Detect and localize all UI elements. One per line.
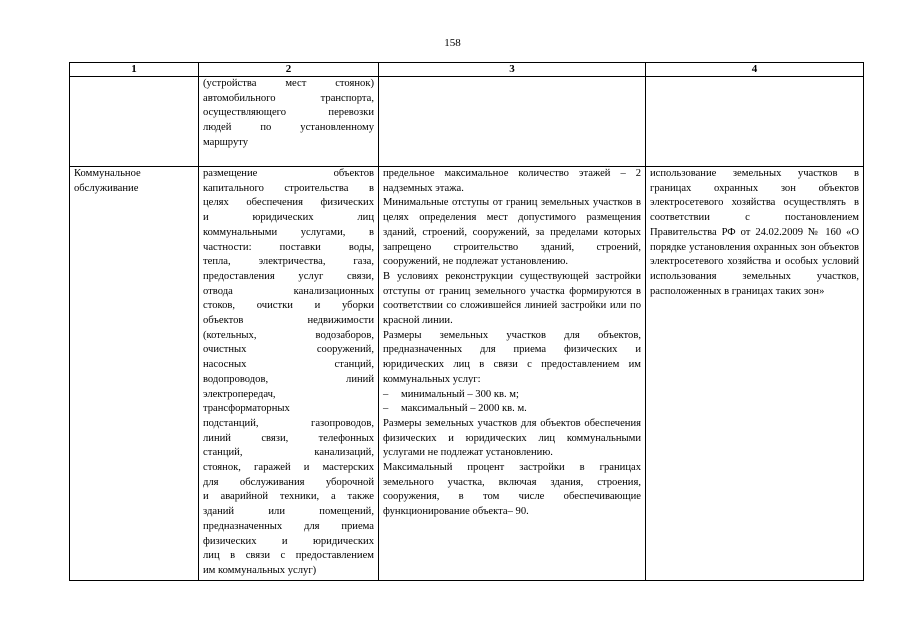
- text-line: отвода канализационных: [203, 285, 374, 297]
- text-line: очистных сооружений,: [203, 344, 374, 356]
- text-line: насосных станций,: [203, 359, 374, 371]
- param-plot-size-min: [383, 388, 641, 403]
- text-line: осуществляющего перевозки: [203, 107, 374, 119]
- param-plot-size-max: [383, 402, 641, 417]
- text-line: целях обеспечения физических: [203, 197, 374, 209]
- continuation-col-4: [646, 77, 864, 167]
- text-line: стоков, очистки и уборки: [203, 300, 374, 312]
- header-col-1: 1: [70, 63, 199, 77]
- header-row: [70, 63, 864, 77]
- text-line: линий связи, телефонных: [203, 432, 374, 444]
- land-use-type: Коммунальное обслуживание: [70, 167, 199, 581]
- param-reconstruction: В условиях реконструкции существующей застройки отступы от границ земельного участка формируются в соответствии со сложившейся линией застройки или по красной линии.: [383, 270, 641, 327]
- land-use-description: [199, 167, 379, 581]
- text-line: тепла, электричества, газа,: [203, 256, 374, 268]
- continuation-col-1: [70, 77, 199, 167]
- text-line: предоставления услуг связи,: [203, 270, 374, 282]
- land-use-restrictions: использование земельных участков в границах охранных зон объектов электросетевого хозяйства осуществлять в соответствии с постановлением Правительства РФ от 24.02.2009 № 160 «О порядке установления охранных зон объектов электросетевого хозяйства и особых условий использования земельных участков, расположенных в границах таких зон»: [646, 167, 864, 581]
- dash-bullet: –: [383, 388, 389, 400]
- text-line: электропередач,: [203, 388, 276, 400]
- text-line: людей по установленному: [203, 122, 374, 134]
- text-line: для обслуживания уборочной: [203, 476, 374, 488]
- text-line: капитального строительства в: [203, 182, 374, 194]
- param-plot-sizes-intro: Размеры земельных участков для объектов, предназначенных для приема физических и юридических лиц в связи с предоставлением им коммунальных услуг:: [383, 329, 641, 385]
- text-line: лиц в связи с предоставлением: [203, 550, 374, 562]
- text-line: станций, канализаций,: [203, 447, 374, 459]
- param-min-setbacks: Минимальные отступы от границ земельных участков в целях определения мест допустимого размещения зданий, строений, сооружений, за пределами которых запрещено строительство зданий, строений, сооружений, не подлежат установлению.: [383, 197, 641, 268]
- dash-bullet: –: [383, 403, 389, 415]
- land-use-parameters: [379, 167, 646, 581]
- continuation-col-2: [199, 77, 379, 167]
- page-number: 158: [444, 37, 461, 49]
- header-col-3: 3: [379, 63, 646, 77]
- text-line: коммунальными услугами, в: [203, 226, 374, 238]
- header-col-4: 4: [646, 63, 864, 77]
- text-line: размещение объектов: [203, 168, 374, 179]
- text-line: частности: поставки воды,: [203, 241, 374, 253]
- text-line: физических и юридических: [203, 535, 374, 547]
- text-line: им коммунальных услуг): [203, 564, 317, 576]
- text-line: автомобильного транспорта,: [203, 92, 374, 104]
- continuation-row: [70, 77, 864, 167]
- text-line: трансформаторных: [203, 403, 290, 415]
- text-line: предназначенных для приема: [203, 520, 374, 532]
- text-line: подстанций, газопроводов,: [203, 417, 374, 429]
- text-line: маршруту: [203, 136, 249, 148]
- header-col-2: 2: [199, 63, 379, 77]
- text-line: (устройства мест стоянок): [203, 78, 374, 89]
- table-row-communal-services: [70, 167, 864, 581]
- text-line: и юридических лиц: [203, 212, 374, 224]
- param-max-coverage: Максимальный процент застройки в границах земельного участка, включая здания, строения, сооружения, в том числе обеспечивающие функционирование объекта– 90.: [383, 462, 641, 518]
- param-plot-sizes-not-set: Размеры земельных участков для объектов обеспечения физических и юридических лиц коммунальными услугами не подлежат установлению.: [383, 417, 641, 459]
- land-use-table: [69, 62, 864, 581]
- text-line: объектов недвижимости: [203, 315, 374, 327]
- text-line: водопроводов, линий: [203, 373, 374, 385]
- text-line: зданий или помещений,: [203, 506, 374, 518]
- text-line: и аварийной техники, а также: [203, 491, 374, 503]
- param-max-floors: предельное максимальное количество этажей – 2 надземных этажа.: [383, 168, 641, 194]
- text-line: (котельных, водозаборов,: [203, 329, 374, 341]
- list-item-text: минимальный – 300 кв. м;: [401, 388, 519, 400]
- text-line: стоянок, гаражей и мастерских: [203, 462, 374, 474]
- continuation-col-3: [379, 77, 646, 167]
- list-item-text: максимальный – 2000 кв. м.: [401, 403, 527, 415]
